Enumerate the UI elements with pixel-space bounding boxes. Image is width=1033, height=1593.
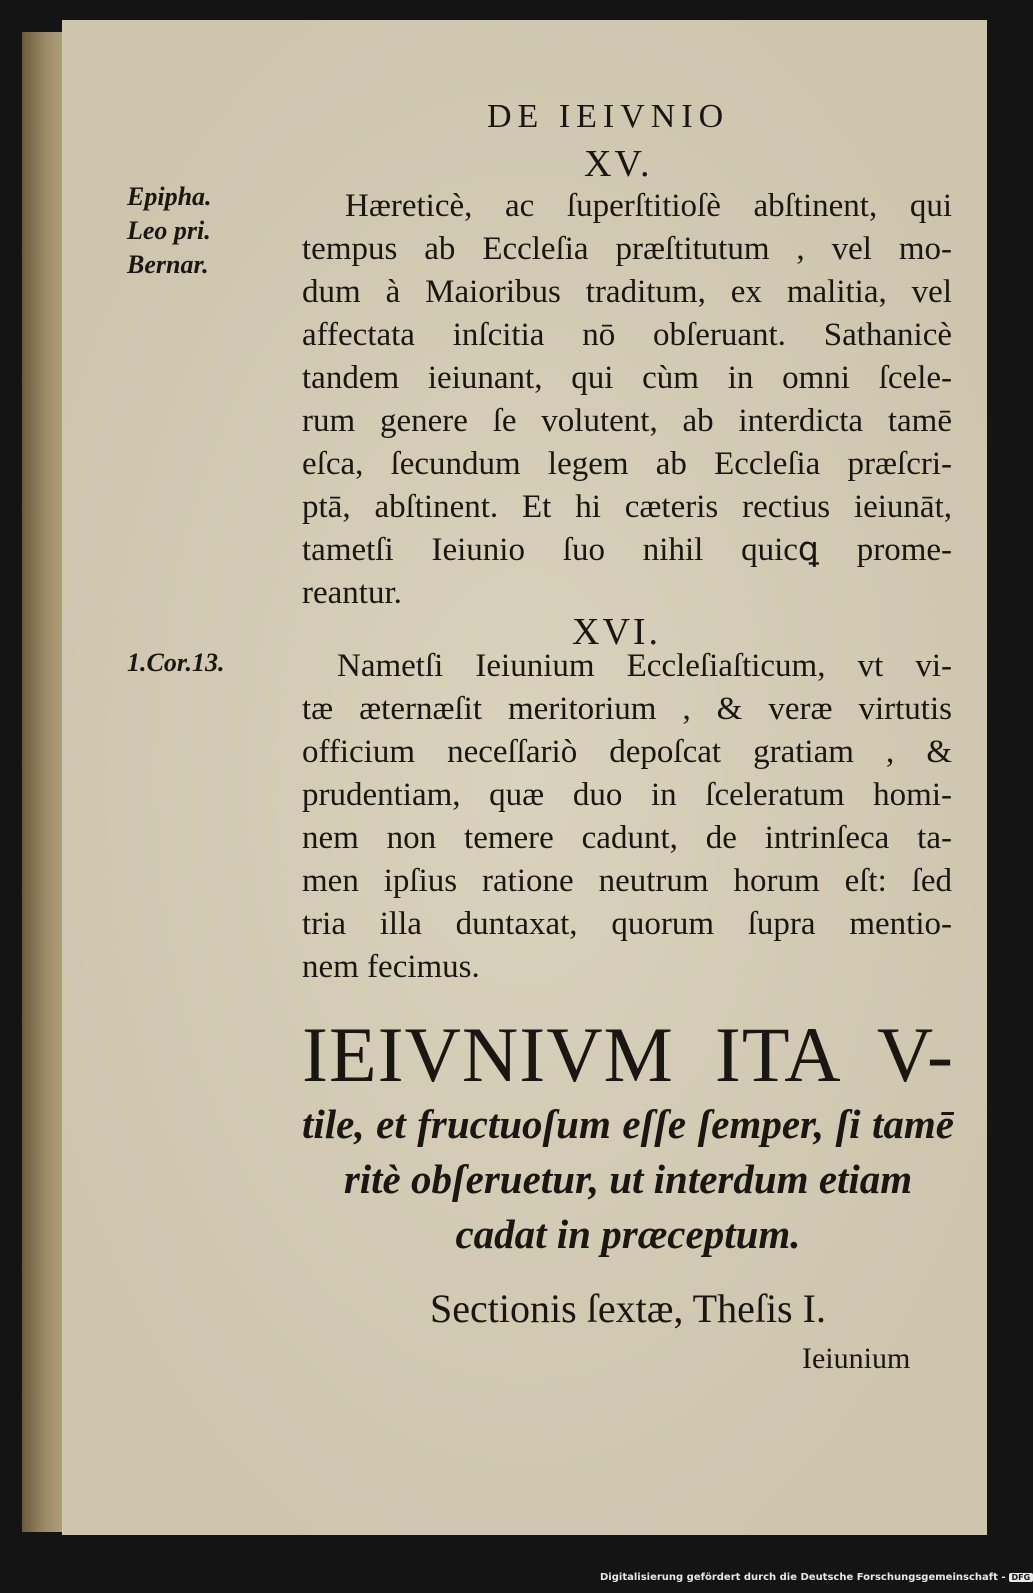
catchword: Ieiunium: [802, 1342, 911, 1375]
text-line: prudentiam, quæ duo in ſceleratum homi-: [302, 777, 952, 813]
section-number-xvi: XVI.: [572, 611, 662, 653]
text-line: nem non temere cadunt, de intrinſeca ta-: [302, 820, 952, 856]
digitization-footer: [600, 1572, 1033, 1583]
section-number-xv: XV.: [584, 143, 653, 185]
text-line: ptā, abſtinent. Et hi cæteris rectius ieiunāt,: [302, 489, 952, 525]
text-line: tria illa duntaxat, quorum ſupra mentio-: [302, 906, 952, 942]
thesis-italic-line: cadat in præceptum.: [455, 1211, 801, 1257]
thesis-heading: IEIVNIVM ITA V-: [302, 1011, 954, 1098]
section-title: Sectionis ſextæ, Theſis I.: [430, 1286, 826, 1331]
text-line: rum genere ſe volutent, ab interdicta tamē: [302, 403, 952, 439]
thesis-italic-line: ritè obſeruetur, ut interdum etiam: [343, 1156, 913, 1202]
text-line: tandem ieiunant, qui cùm in omni ſcele-: [302, 360, 952, 396]
margin-note-bernard: Bernar.: [127, 250, 209, 279]
text-line: men ipſius ratione neutrum horum eſt: ſed: [302, 863, 952, 899]
margin-note-leo: Leo pri.: [127, 216, 211, 245]
text-line: tæ æternæſit meritorium , & veræ virtutis: [302, 691, 952, 727]
text-line: Hæreticè, ac ſuperſtitioſè abſtinent, qui: [345, 188, 952, 224]
running-head: DE IEIVNIO: [487, 98, 730, 135]
text-line: nem fecimus.: [302, 949, 480, 985]
text-line: tametſi Ieiunio ſuo nihil quicꝗ prome-: [302, 532, 952, 568]
margin-note-corinthians: 1.Cor.13.: [127, 648, 225, 677]
text-line: reantur.: [302, 575, 402, 611]
margin-note-epiphanius: Epipha.: [127, 182, 212, 211]
text-line: dum à Maioribus traditum, ex malitia, vel: [302, 274, 952, 310]
thesis-italic-line: tile, et fructuoſum eſſe ſemper, ſi tamē: [302, 1101, 954, 1147]
text-line: Nametſi Ieiunium Eccleſiaſticum, vt vi-: [337, 648, 952, 684]
text-line: officium neceſſariò depoſcat gratiam , &: [302, 734, 952, 770]
book-page: [62, 20, 987, 1535]
dfg-logo: DFG: [1009, 1573, 1033, 1582]
text-line: eſca, ſecundum legem ab Eccleſia præſcri-: [302, 446, 952, 482]
footer-text: Digitalisierung gefördert durch die Deutsche Forschungsgemeinschaft -: [600, 1572, 1006, 1583]
text-line: tempus ab Eccleſia præſtitutum , vel mo-: [302, 231, 952, 267]
text-line: affectata inſcitia nō obſeruant. Sathanicè: [302, 317, 952, 353]
